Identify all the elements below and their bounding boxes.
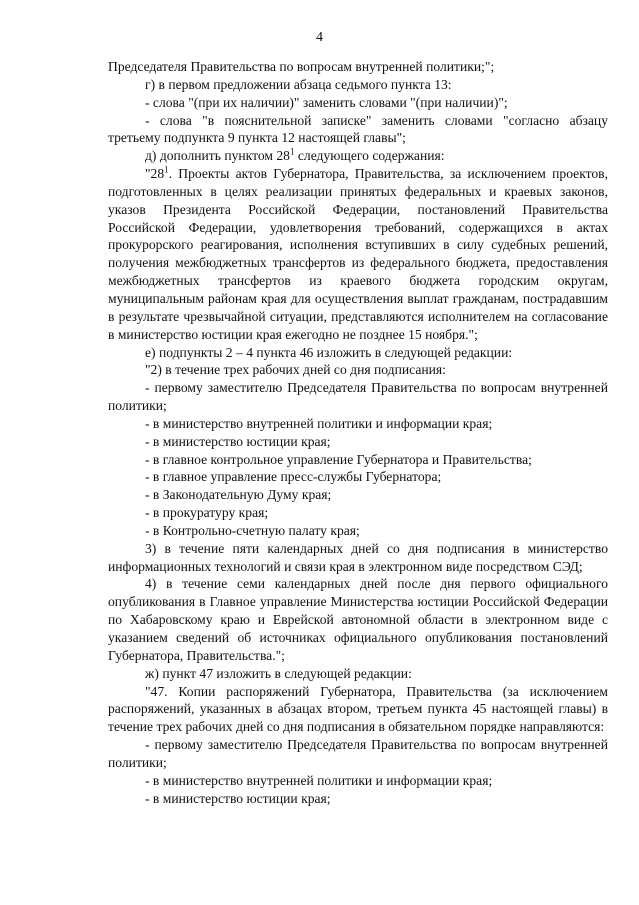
paragraph-text: д) дополнить пунктом 28 — [145, 148, 290, 164]
superscript: 1 — [164, 164, 169, 175]
paragraph — [108, 736, 608, 772]
paragraph-text: - в министерство внутренней политики и информации края; — [145, 415, 493, 431]
paragraph-text: г) в первом предложении абзаца седьмого пункта 13: — [145, 76, 452, 92]
paragraph — [108, 665, 608, 683]
paragraph-text: 4) в течение семи календарных дней после дня первого официального опубликования в Главное управление Министерства юстиции Российской Федерации по Хабаровскому краю и Еврейской автономной области в электронном виде с указанием сведений об источниках официального опубликования постановлений Губернатора, Правительства."; — [108, 576, 608, 663]
paragraph — [108, 76, 608, 94]
paragraph — [108, 575, 608, 664]
paragraph — [108, 58, 608, 76]
page-number: 4 — [316, 30, 323, 45]
paragraph-text: - в министерство юстиции края; — [145, 433, 331, 449]
paragraph — [108, 112, 608, 148]
paragraph — [108, 379, 608, 415]
paragraph — [108, 165, 608, 343]
paragraph-text: - первому заместителю Председателя Правительства по вопросам внутренней политики; — [108, 737, 608, 770]
paragraph — [108, 522, 608, 540]
paragraph-text: "2) в течение трех рабочих дней со дня подписания: — [145, 362, 446, 378]
paragraph — [108, 433, 608, 451]
paragraph-text: - в главное управление пресс-службы Губернатора; — [145, 469, 442, 485]
paragraph — [108, 486, 608, 504]
paragraph-text: е) подпункты 2 – 4 пункта 46 изложить в следующей редакции: — [145, 344, 513, 360]
paragraph — [108, 540, 608, 576]
paragraph — [108, 344, 608, 362]
paragraph — [108, 683, 608, 737]
paragraph — [108, 361, 608, 379]
paragraph — [108, 790, 608, 808]
document-body — [108, 58, 608, 807]
paragraph-text: - слова "в пояснительной записке" заменить словами "согласно абзацу третьему подпункта 9 пункта 12 настоящей главы"; — [108, 112, 608, 146]
paragraph-text: - в прокуратуру края; — [145, 505, 269, 521]
paragraph-text: - слова "(при их наличии)" заменить словами "(при наличии)"; — [145, 94, 508, 110]
paragraph-text: ж) пункт 47 изложить в следующей редакции: — [145, 665, 412, 681]
paragraph-text: 3) в течение пяти календарных дней со дня подписания в министерство информационных технологий и связи края в электронном виде посредством СЭД; — [108, 540, 608, 574]
paragraph-text: - в министерство юстиции края; — [145, 790, 331, 806]
paragraph-text-continued: следующего содержания: — [294, 148, 445, 164]
paragraph-text: Председателя Правительства по вопросам внутренней политики;"; — [108, 59, 495, 74]
paragraph-text: "47. Копии распоряжений Губернатора, Правительства (за исключением распоряжений, указанных в абзацах втором, третьем пункта 45 настоящей главы) в течение трех рабочих дней со дня подписания в обязательном порядке направляются: — [108, 683, 608, 735]
paragraph — [108, 772, 608, 790]
paragraph-text: - в министерство внутренней политики и информации края; — [145, 772, 493, 788]
paragraph — [108, 147, 608, 165]
paragraph-text: - первому заместителю Председателя Правительства по вопросам внутренней политики; — [108, 380, 608, 414]
paragraph-text: - в Контрольно-счетную палату края; — [145, 522, 360, 538]
paragraph — [108, 415, 608, 433]
paragraph-text: - в главное контрольное управление Губернатора и Правительства; — [145, 451, 532, 467]
paragraph — [108, 468, 608, 486]
paragraph-text: - в Законодательную Думу края; — [145, 487, 332, 503]
paragraph — [108, 94, 608, 112]
paragraph — [108, 451, 608, 469]
paragraph — [108, 504, 608, 522]
superscript: 1 — [289, 146, 295, 157]
paragraph-text-continued: . Проекты актов Губернатора, Правительства, за исключением проектов, подготовленных в целях реализации принятых федеральных и краевых законов, указов Президента Российской Федерации, постановлений Правительства Российской Федерации, удовлетворения требований, содержащихся в актах прокурорского реагирования, исполнения вступивших в силу судебных решений, получения межбюджетных трансфертов из федерального бюджета, предоставления межбюджетных трансфертов из краевого бюджета городским округам, муниципальным районам края для осуществления выплат гражданам, пострадавшим в результате чрезвычайной ситуации, представляются исполнителем на согласование в министерство юстиции края ежегодно не позднее 15 ноября."; — [108, 166, 608, 342]
paragraph-text: "28 — [145, 166, 165, 182]
